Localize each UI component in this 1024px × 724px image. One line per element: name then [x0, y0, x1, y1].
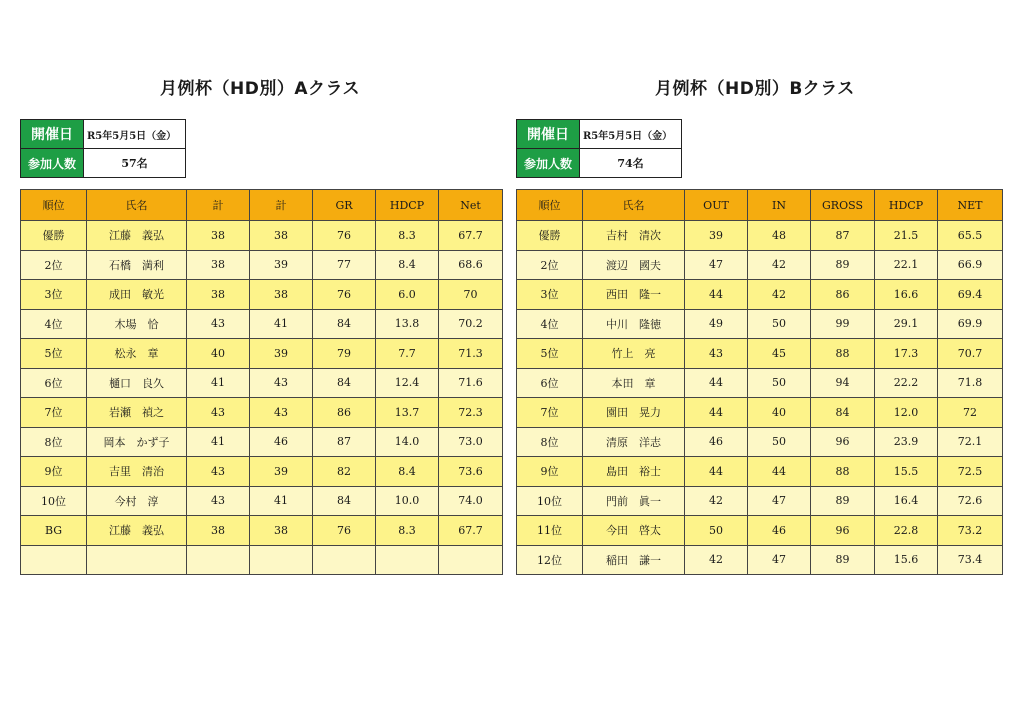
class-a-cell-col4: 38	[250, 516, 313, 546]
class-a-cell-name: 江藤 義弘	[87, 516, 187, 546]
class-b-cell-net: 71.8	[938, 368, 1003, 398]
class-b-header-row	[517, 190, 1003, 221]
class-a-date-label: 開催日	[21, 120, 84, 149]
class-a-cell-rank: 9位	[21, 457, 87, 487]
table-row	[517, 457, 1003, 487]
table-row	[517, 486, 1003, 516]
class-a-cell-col3: 38	[187, 516, 250, 546]
class-b-cell-col5: 88	[811, 339, 875, 369]
class-a-cell-col4: 39	[250, 457, 313, 487]
class-a-cell-net: 72.3	[439, 398, 503, 428]
class-b-cell-col4: 45	[748, 339, 811, 369]
class-a-header-net: Net	[439, 190, 503, 221]
table-row	[517, 368, 1003, 398]
table-row	[517, 250, 1003, 280]
class-a-cell-rank: 5位	[21, 339, 87, 369]
class-b-cell-col3: 43	[685, 339, 748, 369]
class-b-cell-col4: 50	[748, 309, 811, 339]
class-a-cell-net: 73.6	[439, 457, 503, 487]
class-a-cell-col4: 46	[250, 427, 313, 457]
class-b-cell-col4: 46	[748, 516, 811, 546]
table-row	[517, 516, 1003, 546]
class-a-count-label: 参加人数	[21, 149, 84, 178]
class-a-cell-net: 71.6	[439, 368, 503, 398]
class-a-cell-col5: 76	[313, 221, 376, 251]
class-a-cell-col4: 41	[250, 309, 313, 339]
class-b-cell-rank: 11位	[517, 516, 583, 546]
class-a-cell-col5: 76	[313, 280, 376, 310]
class-b-cell-col4: 42	[748, 280, 811, 310]
class-a-cell-name: 松永 章	[87, 339, 187, 369]
class-b-cell-rank: 12位	[517, 545, 583, 575]
class-a-cell-col3: 40	[187, 339, 250, 369]
class-a-cell-col4: 43	[250, 398, 313, 428]
class-a-cell-col3: 43	[187, 309, 250, 339]
class-b-cell-col5: 96	[811, 427, 875, 457]
class-b-cell-hdcp: 16.4	[875, 486, 938, 516]
class-b-cell-name: 島田 裕士	[583, 457, 685, 487]
class-b-header-net: NET	[938, 190, 1003, 221]
class-b-date-label: 開催日	[517, 120, 580, 149]
class-a-cell-rank: 7位	[21, 398, 87, 428]
class-a-cell-net: 70	[439, 280, 503, 310]
class-a-results-table	[20, 189, 503, 575]
class-b-cell-hdcp: 21.5	[875, 221, 938, 251]
class-b-cell-rank: 5位	[517, 339, 583, 369]
class-b-cell-col3: 42	[685, 545, 748, 575]
class-b-cell-col3: 39	[685, 221, 748, 251]
table-row	[517, 309, 1003, 339]
class-a-cell-net: 74.0	[439, 486, 503, 516]
table-row	[517, 221, 1003, 251]
class-b-cell-hdcp: 22.2	[875, 368, 938, 398]
table-row	[21, 309, 503, 339]
class-b-cell-rank: 7位	[517, 398, 583, 428]
class-a-cell-hdcp: 8.3	[376, 221, 439, 251]
class-b-count-label: 参加人数	[517, 149, 580, 178]
class-a-cell-col3: 38	[187, 221, 250, 251]
class-a-cell-hdcp	[376, 545, 439, 575]
class-b-cell-name: 吉村 清次	[583, 221, 685, 251]
class-b-cell-rank: 3位	[517, 280, 583, 310]
class-b-cell-rank: 優勝	[517, 221, 583, 251]
table-row	[21, 427, 503, 457]
class-b-cell-rank: 6位	[517, 368, 583, 398]
class-a-cell-rank: 優勝	[21, 221, 87, 251]
class-b-cell-hdcp: 29.1	[875, 309, 938, 339]
class-a-header-col4: 計	[250, 190, 313, 221]
class-b-cell-rank: 8位	[517, 427, 583, 457]
class-b-cell-name: 園田 晃力	[583, 398, 685, 428]
class-a-cell-hdcp: 6.0	[376, 280, 439, 310]
class-a-cell-col5: 87	[313, 427, 376, 457]
class-a-title: 月例杯（HD別）Aクラス	[160, 79, 360, 99]
class-a-cell-col3	[187, 545, 250, 575]
class-b-cell-hdcp: 23.9	[875, 427, 938, 457]
class-a-cell-rank: 3位	[21, 280, 87, 310]
class-b-cell-net: 66.9	[938, 250, 1003, 280]
class-b-cell-col5: 94	[811, 368, 875, 398]
class-b-cell-hdcp: 16.6	[875, 280, 938, 310]
class-a-cell-col4: 41	[250, 486, 313, 516]
class-a-cell-hdcp: 8.4	[376, 457, 439, 487]
class-b-cell-name: 門前 眞一	[583, 486, 685, 516]
class-b-cell-col5: 86	[811, 280, 875, 310]
class-b-cell-net: 70.7	[938, 339, 1003, 369]
class-b-cell-col5: 99	[811, 309, 875, 339]
class-a-cell-col5: 84	[313, 309, 376, 339]
table-row	[21, 221, 503, 251]
class-a-cell-col4: 38	[250, 280, 313, 310]
class-a-cell-rank: 4位	[21, 309, 87, 339]
class-a-header-col3: 計	[187, 190, 250, 221]
class-b-cell-col4: 47	[748, 486, 811, 516]
class-b-cell-col3: 47	[685, 250, 748, 280]
class-a-date-value: R5年5月5日（金）	[84, 120, 186, 149]
class-b-cell-col5: 87	[811, 221, 875, 251]
class-b-cell-col5: 88	[811, 457, 875, 487]
table-row	[517, 427, 1003, 457]
class-b-cell-net: 73.2	[938, 516, 1003, 546]
class-b-results-table	[516, 189, 1003, 575]
class-a-cell-col3: 38	[187, 250, 250, 280]
class-a-cell-name: 吉里 清治	[87, 457, 187, 487]
class-a-cell-col4: 43	[250, 368, 313, 398]
class-a-cell-name: 木場 恰	[87, 309, 187, 339]
class-b-cell-col5: 89	[811, 545, 875, 575]
class-b-cell-name: 渡辺 國夫	[583, 250, 685, 280]
table-row	[21, 516, 503, 546]
class-b-cell-name: 西田 隆一	[583, 280, 685, 310]
class-b-header-col3: OUT	[685, 190, 748, 221]
class-b-cell-name: 稲田 謙一	[583, 545, 685, 575]
class-b-cell-name: 本田 章	[583, 368, 685, 398]
class-a-cell-col5: 84	[313, 368, 376, 398]
class-b-cell-col4: 50	[748, 427, 811, 457]
class-a-cell-rank	[21, 545, 87, 575]
table-row	[21, 339, 503, 369]
class-b-cell-col3: 44	[685, 368, 748, 398]
class-a-cell-hdcp: 12.4	[376, 368, 439, 398]
class-b-header-col5: GROSS	[811, 190, 875, 221]
table-row	[21, 398, 503, 428]
table-row	[21, 486, 503, 516]
class-a-cell-hdcp: 10.0	[376, 486, 439, 516]
class-a-cell-name: 岡本 かず子	[87, 427, 187, 457]
class-b-cell-name: 中川 隆徳	[583, 309, 685, 339]
class-a-cell-col3: 41	[187, 427, 250, 457]
class-b-cell-net: 72.1	[938, 427, 1003, 457]
class-a-cell-rank: BG	[21, 516, 87, 546]
class-b-cell-rank: 4位	[517, 309, 583, 339]
class-a-cell-col5: 77	[313, 250, 376, 280]
class-b-cell-hdcp: 15.5	[875, 457, 938, 487]
class-b-cell-hdcp: 17.3	[875, 339, 938, 369]
class-b-cell-col3: 46	[685, 427, 748, 457]
class-b-cell-net: 72.6	[938, 486, 1003, 516]
class-b-cell-rank: 9位	[517, 457, 583, 487]
class-b-cell-net: 65.5	[938, 221, 1003, 251]
class-b-cell-col4: 50	[748, 368, 811, 398]
class-b-cell-col3: 44	[685, 457, 748, 487]
class-b-cell-name: 竹上 亮	[583, 339, 685, 369]
class-b-cell-col3: 44	[685, 280, 748, 310]
class-a-header-row	[21, 190, 503, 221]
class-a-cell-hdcp: 14.0	[376, 427, 439, 457]
class-a-cell-rank: 10位	[21, 486, 87, 516]
class-a-cell-col3: 43	[187, 486, 250, 516]
class-a-cell-net: 67.7	[439, 516, 503, 546]
class-b-cell-col4: 48	[748, 221, 811, 251]
table-row	[517, 339, 1003, 369]
class-b-header-rank: 順位	[517, 190, 583, 221]
class-a-cell-rank: 8位	[21, 427, 87, 457]
class-b-info-table	[516, 119, 682, 178]
table-row	[21, 280, 503, 310]
class-a-cell-col5: 79	[313, 339, 376, 369]
class-a-cell-hdcp: 8.3	[376, 516, 439, 546]
class-b-cell-net: 72.5	[938, 457, 1003, 487]
class-a-cell-rank: 2位	[21, 250, 87, 280]
class-a-cell-net: 71.3	[439, 339, 503, 369]
class-a-cell-col5: 82	[313, 457, 376, 487]
table-row	[21, 250, 503, 280]
class-a-header-name: 氏名	[87, 190, 187, 221]
class-a-cell-col5: 86	[313, 398, 376, 428]
class-b-cell-net: 72	[938, 398, 1003, 428]
class-a-cell-col4: 38	[250, 221, 313, 251]
class-b-cell-name: 清原 洋志	[583, 427, 685, 457]
table-row	[21, 457, 503, 487]
class-a-cell-col4: 39	[250, 250, 313, 280]
class-a-cell-hdcp: 13.8	[376, 309, 439, 339]
class-a-cell-name: 今村 淳	[87, 486, 187, 516]
class-a-cell-name: 石橋 満利	[87, 250, 187, 280]
class-b-cell-col5: 96	[811, 516, 875, 546]
class-a-cell-rank: 6位	[21, 368, 87, 398]
class-b-cell-col4: 47	[748, 545, 811, 575]
class-b-header-col4: IN	[748, 190, 811, 221]
class-b-header-name: 氏名	[583, 190, 685, 221]
table-row	[517, 398, 1003, 428]
class-a-cell-hdcp: 7.7	[376, 339, 439, 369]
table-row	[21, 368, 503, 398]
class-b-cell-hdcp: 15.6	[875, 545, 938, 575]
class-b-cell-col4: 40	[748, 398, 811, 428]
class-b-cell-hdcp: 22.8	[875, 516, 938, 546]
class-a-header-col5: GR	[313, 190, 376, 221]
class-b-cell-hdcp: 22.1	[875, 250, 938, 280]
class-a-info-table	[20, 119, 186, 178]
class-b-count-value: 74名	[580, 149, 682, 178]
class-b-cell-col3: 42	[685, 486, 748, 516]
class-a-cell-col5: 76	[313, 516, 376, 546]
class-b-cell-net: 69.9	[938, 309, 1003, 339]
class-b-cell-net: 69.4	[938, 280, 1003, 310]
class-b-cell-col5: 89	[811, 486, 875, 516]
class-a-cell-name: 江藤 義弘	[87, 221, 187, 251]
class-a-cell-net: 68.6	[439, 250, 503, 280]
class-a-cell-name: 樋口 良久	[87, 368, 187, 398]
class-a-cell-name	[87, 545, 187, 575]
class-a-cell-net: 67.7	[439, 221, 503, 251]
class-b-cell-col5: 89	[811, 250, 875, 280]
class-b-title: 月例杯（HD別）Bクラス	[655, 79, 855, 99]
class-a-cell-col3: 43	[187, 398, 250, 428]
class-a-cell-col4	[250, 545, 313, 575]
class-a-cell-col5	[313, 545, 376, 575]
table-row	[21, 545, 503, 575]
class-b-cell-rank: 10位	[517, 486, 583, 516]
class-b-date-value: R5年5月5日（金）	[580, 120, 682, 149]
class-a-cell-hdcp: 8.4	[376, 250, 439, 280]
class-a-cell-col3: 41	[187, 368, 250, 398]
class-b-cell-col3: 50	[685, 516, 748, 546]
class-b-cell-rank: 2位	[517, 250, 583, 280]
class-a-cell-name: 成田 敏光	[87, 280, 187, 310]
class-a-cell-net: 70.2	[439, 309, 503, 339]
class-a-count-value: 57名	[84, 149, 186, 178]
class-b-cell-name: 今田 啓太	[583, 516, 685, 546]
class-a-cell-name: 岩瀬 禎之	[87, 398, 187, 428]
class-a-cell-col4: 39	[250, 339, 313, 369]
class-a-cell-net: 73.0	[439, 427, 503, 457]
class-a-cell-col3: 43	[187, 457, 250, 487]
class-b-cell-hdcp: 12.0	[875, 398, 938, 428]
class-a-cell-hdcp: 13.7	[376, 398, 439, 428]
class-a-header-rank: 順位	[21, 190, 87, 221]
table-row	[517, 280, 1003, 310]
class-b-cell-col4: 42	[748, 250, 811, 280]
table-row	[517, 545, 1003, 575]
class-b-cell-net: 73.4	[938, 545, 1003, 575]
class-b-cell-col3: 44	[685, 398, 748, 428]
class-b-header-hdcp: HDCP	[875, 190, 938, 221]
class-a-cell-net	[439, 545, 503, 575]
class-a-cell-col3: 38	[187, 280, 250, 310]
class-b-cell-col5: 84	[811, 398, 875, 428]
class-a-cell-col5: 84	[313, 486, 376, 516]
class-a-header-hdcp: HDCP	[376, 190, 439, 221]
class-b-cell-col3: 49	[685, 309, 748, 339]
class-b-cell-col4: 44	[748, 457, 811, 487]
